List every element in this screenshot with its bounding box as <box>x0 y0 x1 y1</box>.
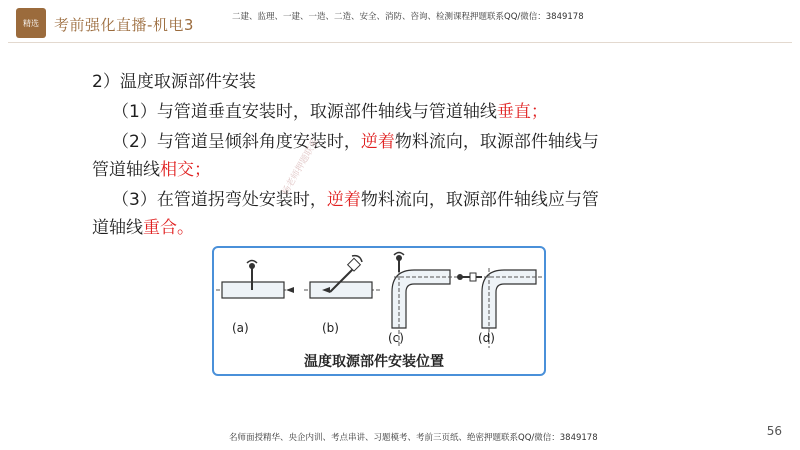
label-b: (b) <box>322 321 339 335</box>
watermark-1: 杨老师押题联系 <box>280 137 321 198</box>
item-2-line-2 <box>92 156 652 184</box>
item-3-text-b: 物料流向，取源部件轴线应与管 <box>360 190 599 210</box>
item-3-text-c: 道轴线 <box>92 218 143 238</box>
installation-figure <box>212 246 546 376</box>
brand-logo: 精选 <box>16 8 46 38</box>
item-3-line-2 <box>92 214 652 242</box>
item-2-highlight-1: 逆着 <box>360 132 395 152</box>
label-a: (a) <box>232 321 249 335</box>
item-2-line-1 <box>112 128 672 156</box>
section-heading: 2）温度取源部件安装 <box>92 72 256 92</box>
course-title: 考前强化直播-机电3 <box>54 16 194 34</box>
label-c: (c) <box>388 331 404 345</box>
item-1-text: （1）与管道垂直安装时，取源部件轴线与管道轴线 <box>112 102 497 122</box>
diagram-b <box>304 256 382 298</box>
diagram-a <box>216 261 294 299</box>
item-1-highlight: 垂直； <box>496 102 548 122</box>
item-2-text-c: 管道轴线 <box>92 160 160 180</box>
item-3-highlight-2: 重合。 <box>143 218 194 238</box>
item-3-highlight-1: 逆着 <box>326 190 361 210</box>
item-3-line-1 <box>112 186 672 214</box>
installation-diagram <box>214 248 544 374</box>
item-1 <box>112 98 672 126</box>
footer-banner: 名师面授精华、央企内训、考点串讲、习题模考、考前三页纸、绝密押题联系QQ/微信：3849178 <box>229 433 598 443</box>
diagram-d <box>457 268 542 348</box>
item-2-text-a: （2）与管道呈倾斜角度安装时， <box>112 132 361 152</box>
header-divider <box>8 42 792 43</box>
page-number: 56 <box>766 424 782 438</box>
item-2-highlight-2: 相交； <box>160 160 211 180</box>
item-3-text-a: （3）在管道拐弯处安装时， <box>112 190 327 210</box>
item-2-text-b: 物料流向，取源部件轴线与 <box>394 132 599 152</box>
top-banner: 二建、监理、一建、一造、二造、安全、消防、咨询、检测课程押题联系QQ/微信：3849178 <box>232 12 584 22</box>
figure-caption: 温度取源部件安装位置 <box>304 354 444 370</box>
label-d: (d) <box>478 331 495 345</box>
